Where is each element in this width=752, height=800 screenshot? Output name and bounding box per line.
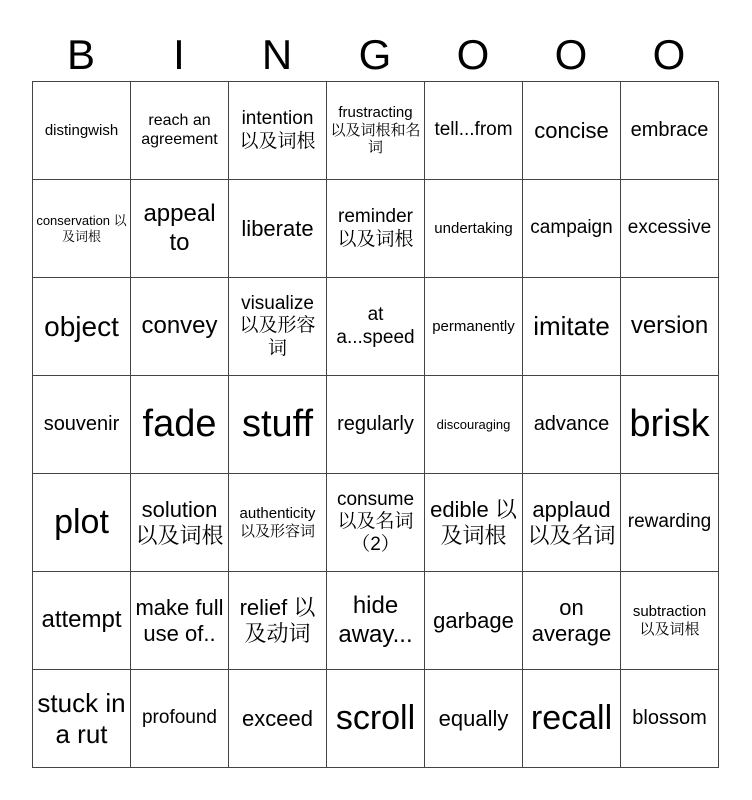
bingo-cell[interactable]: intention 以及词根 — [229, 82, 327, 180]
bingo-board — [32, 81, 719, 768]
bingo-cell[interactable]: profound — [131, 670, 229, 768]
bingo-cell[interactable]: brisk — [621, 376, 719, 474]
bingo-cell[interactable]: relief 以及动词 — [229, 572, 327, 670]
bingo-cell[interactable]: advance — [523, 376, 621, 474]
header-letter-o-3: O — [652, 31, 686, 78]
bingo-cell[interactable]: rewarding — [621, 474, 719, 572]
bingo-cell[interactable]: plot — [33, 474, 131, 572]
bingo-cell[interactable]: garbage — [425, 572, 523, 670]
bingo-cell[interactable]: scroll — [327, 670, 425, 768]
bingo-cell[interactable]: distingwish — [33, 82, 131, 180]
bingo-cell[interactable]: equally — [425, 670, 523, 768]
bingo-cell[interactable]: discouraging — [425, 376, 523, 474]
header-letter-n: N — [261, 31, 293, 78]
bingo-cell[interactable]: tell...from — [425, 82, 523, 180]
bingo-cell[interactable]: concise — [523, 82, 621, 180]
bingo-cell[interactable]: consume 以及名词（2） — [327, 474, 425, 572]
bingo-cell[interactable]: stuck in a rut — [33, 670, 131, 768]
header-letter-i: I — [173, 31, 185, 78]
header-letter-o-2: O — [554, 31, 588, 78]
bingo-cell[interactable]: subtraction 以及词根 — [621, 572, 719, 670]
bingo-cell[interactable]: version — [621, 278, 719, 376]
bingo-cell[interactable]: convey — [131, 278, 229, 376]
bingo-cell[interactable]: reach an agreement — [131, 82, 229, 180]
bingo-cell[interactable]: solution 以及词根 — [131, 474, 229, 572]
bingo-cell[interactable]: attempt — [33, 572, 131, 670]
bingo-cell[interactable]: edible 以及词根 — [425, 474, 523, 572]
bingo-cell[interactable]: authenticity 以及形容词 — [229, 474, 327, 572]
bingo-cell[interactable]: blossom — [621, 670, 719, 768]
bingo-cell[interactable]: visualize 以及形容词 — [229, 278, 327, 376]
bingo-cell[interactable]: applaud 以及名词 — [523, 474, 621, 572]
bingo-cell[interactable]: exceed — [229, 670, 327, 768]
bingo-cell[interactable]: recall — [523, 670, 621, 768]
bingo-cell[interactable]: liberate — [229, 180, 327, 278]
bingo-cell[interactable]: fade — [131, 376, 229, 474]
bingo-cell[interactable]: souvenir — [33, 376, 131, 474]
bingo-cell[interactable]: object — [33, 278, 131, 376]
bingo-cell[interactable]: permanently — [425, 278, 523, 376]
bingo-cell[interactable]: undertaking — [425, 180, 523, 278]
bingo-cell[interactable]: appeal to — [131, 180, 229, 278]
bingo-cell[interactable]: on average — [523, 572, 621, 670]
bingo-cell[interactable]: excessive — [621, 180, 719, 278]
bingo-cell[interactable]: at a...speed — [327, 278, 425, 376]
bingo-cell[interactable]: conservation 以及词根 — [33, 180, 131, 278]
bingo-cell[interactable]: make full use of.. — [131, 572, 229, 670]
bingo-header — [32, 28, 718, 82]
header-letter-g: G — [358, 31, 392, 78]
bingo-cell[interactable]: stuff — [229, 376, 327, 474]
header-letter-o: O — [456, 31, 490, 78]
bingo-cell[interactable]: hide away... — [327, 572, 425, 670]
bingo-cell[interactable]: imitate — [523, 278, 621, 376]
bingo-cell[interactable]: regularly — [327, 376, 425, 474]
bingo-cell[interactable]: campaign — [523, 180, 621, 278]
bingo-cell[interactable]: frustracting 以及词根和名词 — [327, 82, 425, 180]
bingo-cell[interactable]: embrace — [621, 82, 719, 180]
header-letter-b: B — [66, 31, 95, 78]
bingo-cell[interactable]: reminder 以及词根 — [327, 180, 425, 278]
